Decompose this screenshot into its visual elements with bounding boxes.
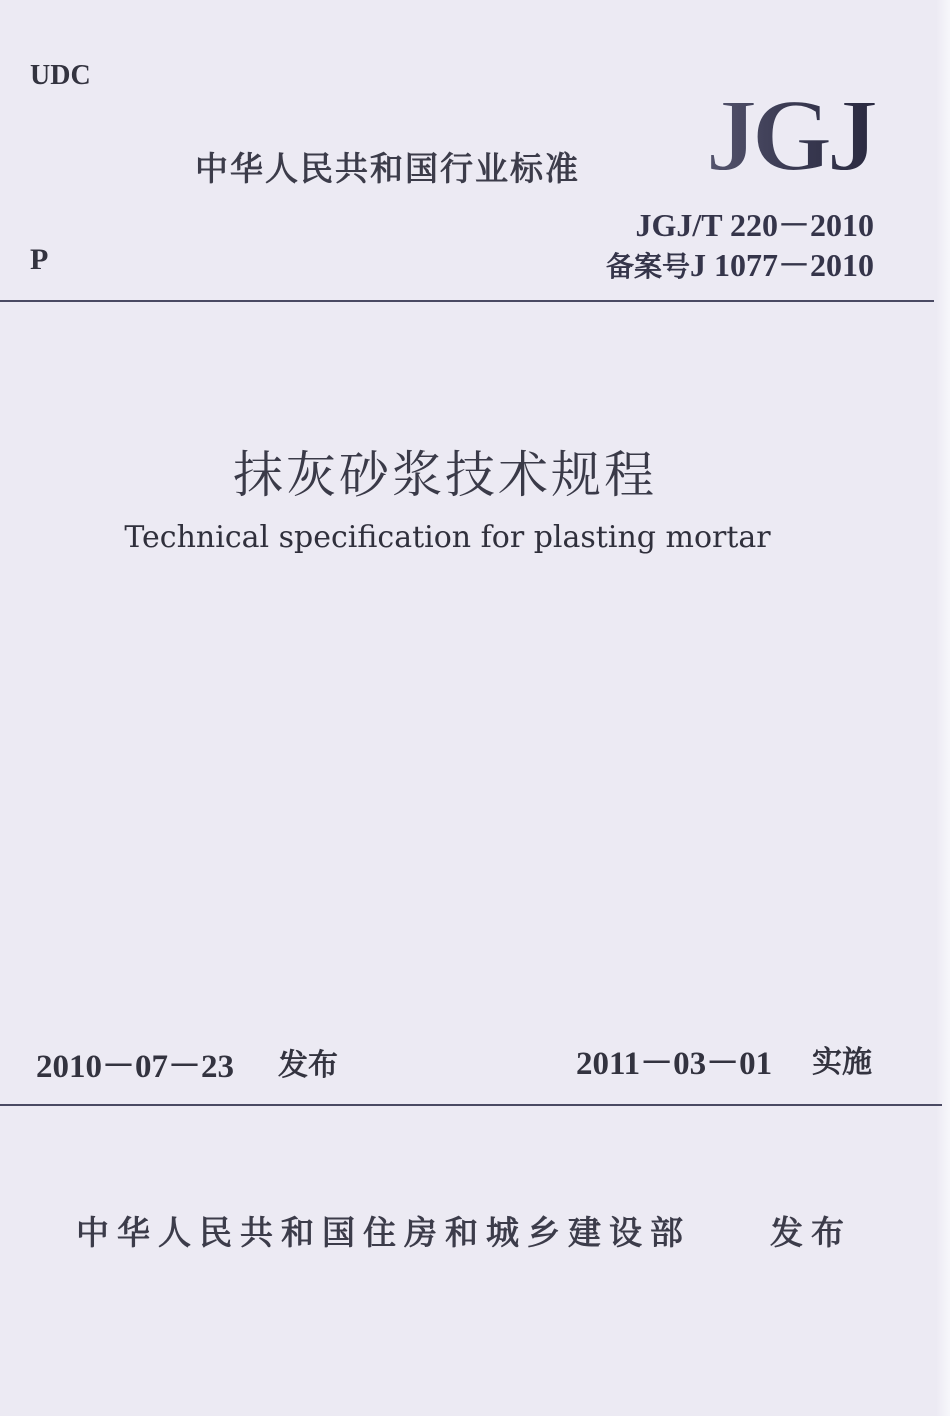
bottom-divider	[0, 1104, 942, 1106]
title-chinese: 抹灰砂浆技术规程	[233, 446, 657, 504]
implement-label: 实施	[812, 1045, 872, 1080]
publish-date: 2010－07－23	[36, 1049, 234, 1085]
jgj-logo-icon	[700, 88, 878, 180]
industry-standard-heading: 中华人民共和国行业标准	[195, 149, 580, 188]
issuing-authority: 中华人民共和国住房和城乡建设部	[76, 1213, 691, 1252]
issue-label: 发布	[770, 1213, 852, 1252]
svg-text:JGJ: JGJ	[705, 88, 873, 180]
classification-code: P	[30, 243, 49, 276]
record-number-line	[606, 240, 874, 286]
jgj-logo	[700, 88, 878, 180]
record-number: J 1077－2010	[689, 247, 874, 283]
standard-code: JGJ/T 220－2010	[635, 207, 874, 243]
page-edge	[936, 0, 950, 1416]
implement-date: 2011－03－01	[576, 1046, 773, 1082]
record-label: 备案号	[605, 250, 690, 283]
publish-label: 发布	[278, 1048, 338, 1083]
top-divider	[0, 300, 934, 302]
title-english: Technical specification for plasting mortar	[124, 520, 771, 555]
udc-label: UDC	[30, 60, 91, 91]
